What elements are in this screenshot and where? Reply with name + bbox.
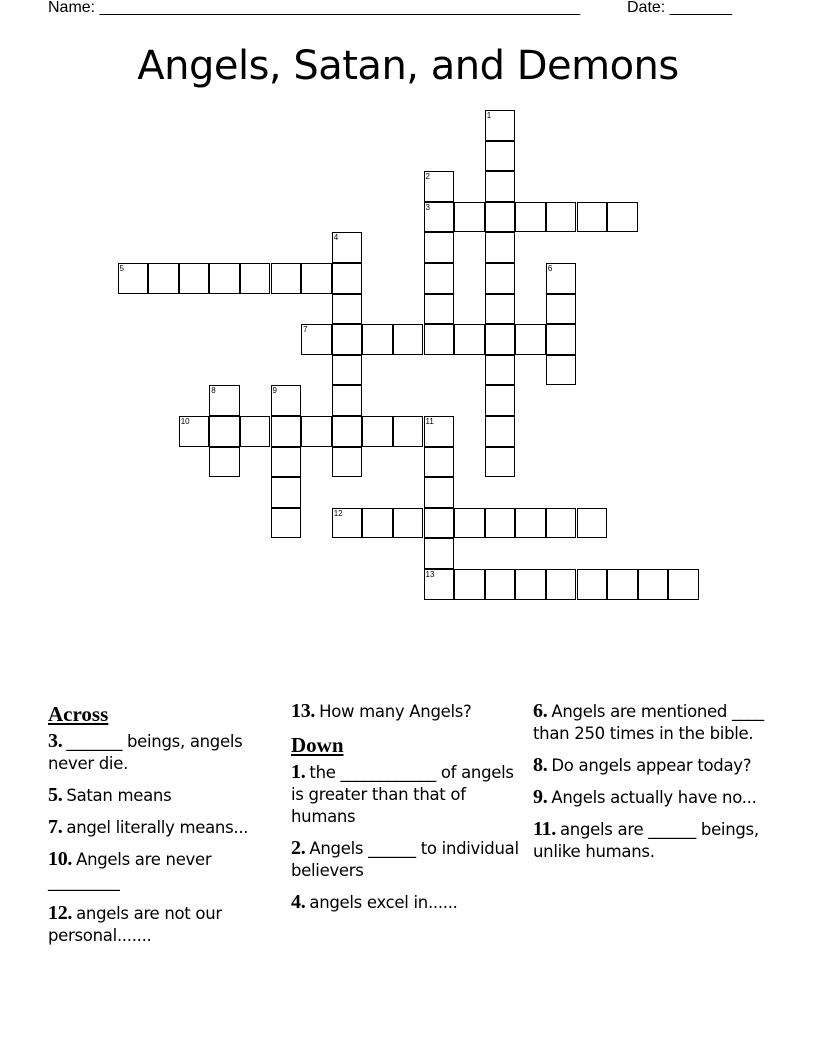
crossword-cell[interactable] — [424, 447, 455, 478]
crossword-cell[interactable] — [332, 232, 363, 263]
crossword-cell[interactable] — [485, 416, 516, 447]
crossword-cell[interactable] — [209, 385, 240, 416]
crossword-cell[interactable] — [424, 232, 455, 263]
date-field-line: Date: _______ — [627, 0, 732, 16]
clue-number: 3. — [48, 730, 63, 752]
page-title: Angels, Satan, and Demons — [137, 43, 679, 89]
down-heading: Down — [291, 733, 344, 757]
crossword-cell[interactable] — [485, 110, 516, 141]
crossword-cell[interactable] — [424, 263, 455, 294]
crossword-cell[interactable] — [485, 385, 516, 416]
cell-number: 8 — [211, 386, 216, 396]
crossword-cell[interactable] — [424, 508, 455, 539]
clue-text: Angels are never _________ — [48, 850, 212, 891]
crossword-cell[interactable] — [515, 569, 546, 600]
clue-column-1 — [48, 700, 284, 956]
clue-text: angels are ______ beings, unlike humans. — [533, 820, 759, 861]
name-field-line: Name: ______________________________________________________ — [48, 0, 581, 16]
clue-number: 12. — [48, 902, 73, 924]
clue-text: Angels ______ to individual believers — [291, 839, 519, 880]
crossword-cell[interactable] — [485, 355, 516, 386]
crossword-cell[interactable] — [485, 232, 516, 263]
cell-number: 9 — [272, 386, 277, 396]
clue-text: the ____________ of angels is greater than that of humans — [291, 763, 514, 826]
crossword-cell[interactable] — [332, 447, 363, 478]
crossword-cell[interactable] — [209, 447, 240, 478]
clue-text: angels are not our personal....... — [48, 904, 222, 945]
crossword-cell[interactable] — [240, 416, 271, 447]
cell-number: 10 — [180, 417, 190, 426]
clue-number: 2. — [291, 837, 306, 859]
crossword-cell[interactable] — [454, 569, 485, 600]
crossword-cell[interactable] — [485, 508, 516, 539]
crossword-cell[interactable] — [393, 416, 424, 447]
crossword-cell[interactable] — [546, 355, 577, 386]
down-clue — [291, 837, 527, 882]
crossword-cell[interactable] — [485, 324, 516, 355]
crossword-cell[interactable] — [546, 294, 577, 325]
clue-text: angels excel in...... — [309, 893, 458, 912]
crossword-cell[interactable] — [485, 294, 516, 325]
clue-number: 10. — [48, 848, 73, 870]
cell-number: 1 — [486, 111, 492, 120]
crossword-cell[interactable] — [424, 569, 455, 600]
cell-number: 7 — [303, 325, 308, 335]
across-clue — [48, 902, 284, 947]
crossword-cell[interactable] — [454, 324, 485, 355]
clue-column-3 — [533, 700, 769, 872]
clue-number: 11. — [533, 818, 556, 840]
cell-number: 11 — [425, 417, 434, 426]
crossword-cell[interactable] — [546, 263, 577, 294]
cell-number: 12 — [333, 508, 343, 518]
clue-text: Satan means — [66, 786, 172, 805]
crossword-cell[interactable] — [332, 508, 363, 539]
crossword-cell[interactable] — [424, 416, 455, 447]
crossword-cell[interactable] — [515, 202, 546, 233]
crossword-cell[interactable] — [240, 263, 271, 294]
across-clue — [48, 816, 284, 839]
crossword-cell[interactable] — [332, 355, 363, 386]
crossword-cell[interactable] — [546, 202, 577, 233]
clue-number: 4. — [291, 891, 306, 913]
clue-text: _______ beings, angels never die. — [48, 732, 243, 773]
crossword-cell[interactable] — [668, 569, 699, 600]
clue-column-2 — [291, 700, 527, 923]
crossword-cell[interactable] — [332, 263, 363, 294]
crossword-cell[interactable] — [424, 171, 455, 202]
across-clue — [48, 784, 284, 807]
crossword-cell[interactable] — [332, 385, 363, 416]
clue-number: 7. — [48, 816, 63, 838]
crossword-cell[interactable] — [393, 324, 424, 355]
crossword-cell[interactable] — [424, 538, 455, 569]
across-clue — [48, 730, 284, 775]
crossword-cell[interactable] — [607, 569, 638, 600]
clue-number: 13. — [291, 700, 316, 722]
down-clue — [533, 754, 769, 777]
down-clue — [291, 891, 527, 914]
crossword-cell[interactable] — [148, 263, 179, 294]
crossword-cell[interactable] — [301, 416, 332, 447]
down-clue — [533, 700, 769, 745]
crossword-cell[interactable] — [577, 202, 608, 233]
cell-number: 3 — [425, 202, 430, 212]
crossword-cell[interactable] — [271, 263, 302, 294]
crossword-cell[interactable] — [301, 263, 332, 294]
crossword-cell[interactable] — [362, 508, 393, 539]
down-clue — [533, 786, 769, 809]
crossword-cell[interactable] — [209, 416, 240, 447]
crossword-cell[interactable] — [271, 385, 302, 416]
crossword-cell[interactable] — [485, 202, 516, 233]
crossword-cell[interactable] — [362, 324, 393, 355]
cell-number: 5 — [119, 264, 124, 273]
crossword-cell[interactable] — [454, 508, 485, 539]
crossword-cell[interactable] — [546, 508, 577, 539]
down-clue — [533, 818, 769, 863]
crossword-cell[interactable] — [332, 416, 363, 447]
clue-number: 6. — [533, 700, 548, 722]
clue-number: 8. — [533, 754, 548, 776]
crossword-cell[interactable] — [118, 263, 149, 294]
crossword-cell[interactable] — [485, 569, 516, 600]
clue-text: Angels actually have no... — [551, 788, 757, 807]
cell-number: 13 — [425, 570, 435, 579]
crossword-cell[interactable] — [515, 324, 546, 355]
cell-number: 2 — [425, 172, 430, 182]
clue-text: Do angels appear today? — [551, 756, 752, 775]
crossword-cell[interactable] — [424, 202, 455, 233]
cell-number: 6 — [547, 264, 553, 273]
crossword-cell[interactable] — [485, 447, 516, 478]
clue-text: angel literally means... — [66, 818, 249, 837]
crossword-cell[interactable] — [607, 202, 638, 233]
crossword-cell[interactable] — [638, 569, 669, 600]
crossword-cell[interactable] — [577, 508, 608, 539]
crossword-cell[interactable] — [362, 416, 393, 447]
crossword-cell[interactable] — [332, 294, 363, 325]
crossword-cell[interactable] — [271, 477, 302, 508]
crossword-cell[interactable] — [485, 141, 516, 172]
crossword-cell[interactable] — [393, 508, 424, 539]
crossword-cell[interactable] — [485, 263, 516, 294]
crossword-cell[interactable] — [424, 294, 455, 325]
clue-number: 5. — [48, 784, 63, 806]
crossword-cell[interactable] — [179, 416, 210, 447]
crossword-cell[interactable] — [332, 324, 363, 355]
across-heading: Across — [48, 702, 109, 726]
down-clue — [291, 761, 527, 828]
crossword-cell[interactable] — [577, 569, 608, 600]
crossword-cell[interactable] — [424, 324, 455, 355]
crossword-cell[interactable] — [546, 324, 577, 355]
crossword-cell[interactable] — [271, 416, 302, 447]
crossword-cell[interactable] — [209, 263, 240, 294]
clue-number: 9. — [533, 786, 548, 808]
crossword-cell[interactable] — [546, 569, 577, 600]
crossword-cell[interactable] — [424, 477, 455, 508]
crossword-cell[interactable] — [515, 508, 546, 539]
crossword-cell[interactable] — [454, 202, 485, 233]
crossword-cell[interactable] — [485, 171, 516, 202]
crossword-cell[interactable] — [179, 263, 210, 294]
crossword-cell[interactable] — [301, 324, 332, 355]
cell-number: 4 — [333, 233, 339, 243]
clue-text: How many Angels? — [319, 702, 472, 721]
clue-number: 1. — [291, 761, 306, 783]
across-clue — [48, 848, 284, 893]
clue-text: Angels are mentioned ____ than 250 times in the bible. — [533, 702, 764, 743]
crossword-cell[interactable] — [271, 508, 302, 539]
crossword-cell[interactable] — [271, 447, 302, 478]
across-clue — [291, 700, 527, 723]
